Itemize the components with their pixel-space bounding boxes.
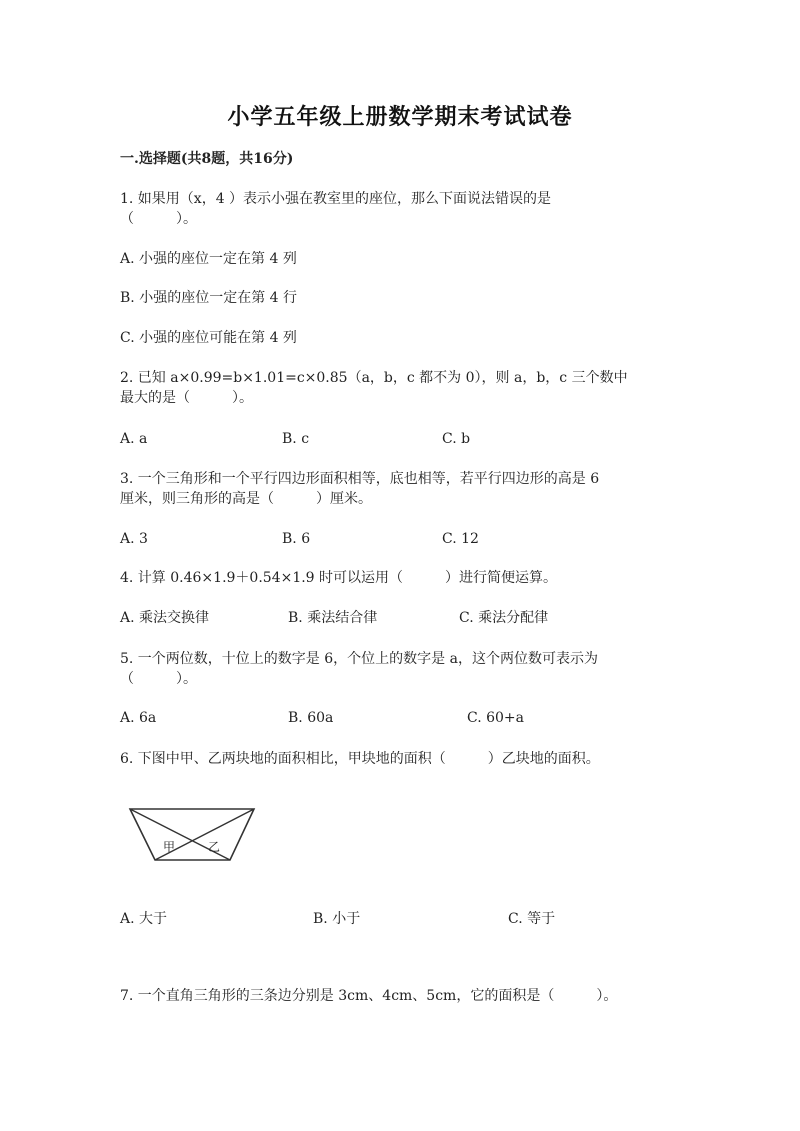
question-4-option-b: B. 乘法结合律 xyxy=(288,610,378,626)
question-3-option-b: B. 6 xyxy=(282,531,311,547)
figure-label-jia: 甲 xyxy=(163,840,176,854)
question-5-option-c: C. 60+a xyxy=(467,710,525,726)
question-2-option-b: B. c xyxy=(282,431,310,447)
question-4-line-1: 4. 计算 0.46×1.9＋0.54×1.9 时可以运用（ ）进行简便运算。 xyxy=(120,570,558,586)
question-3-option-a: A. 3 xyxy=(120,531,148,547)
question-4-option-c: C. 乘法分配律 xyxy=(459,610,549,626)
question-1-line-2: （ ）。 xyxy=(120,211,197,227)
question-6-line-1: 6. 下图中甲、乙两块地的面积相比，甲块地的面积（ ）乙块地的面积。 xyxy=(120,751,600,767)
question-2-line-2: 最大的是（ ）。 xyxy=(120,390,253,406)
question-7-line-1: 7. 一个直角三角形的三条边分别是 3cm、4cm、5cm，它的面积是（ ）。 xyxy=(120,988,618,1004)
question-1-line-1: 1. 如果用（x，4 ）表示小强在教室里的座位，那么下面说法错误的是 xyxy=(120,191,552,207)
question-6-option-c: C. 等于 xyxy=(508,911,556,927)
question-2-option-a: A. a xyxy=(120,431,148,447)
page-title: 小学五年级上册数学期末考试试卷 xyxy=(227,104,573,130)
question-3-line-1: 3. 一个三角形和一个平行四边形面积相等，底也相等，若平行四边形的高是 6 xyxy=(120,471,600,487)
question-4-option-a: A. 乘法交换律 xyxy=(120,610,210,626)
figure-background xyxy=(128,800,258,866)
question-1-option-a: A. 小强的座位一定在第 4 列 xyxy=(120,251,297,267)
figure-label-yi: 乙 xyxy=(208,840,221,854)
question-5-option-a: A. 6a xyxy=(120,710,157,726)
question-5-line-1: 5. 一个两位数，十位上的数字是 6，个位上的数字是 a，这个两位数可表示为 xyxy=(120,651,598,667)
question-6-option-b: B. 小于 xyxy=(313,911,361,927)
question-2-option-c: C. b xyxy=(442,431,471,447)
question-2-line-1: 2. 已知 a×0.99=b×1.01=c×0.85（a，b，c 都不为 0），则 a，b，c 三个数中 xyxy=(120,370,628,386)
question-5-line-2: （ ）。 xyxy=(120,671,197,687)
section-heading: 一.选择题(共8题，共16分) xyxy=(120,151,294,167)
question-1-option-c: C. 小强的座位可能在第 4 列 xyxy=(120,330,297,346)
question-6-option-a: A. 大于 xyxy=(120,911,168,927)
question-3-line-2: 厘米，则三角形的高是（ ）厘米。 xyxy=(120,491,372,507)
question-5-option-b: B. 60a xyxy=(288,710,334,726)
question-1-option-b: B. 小强的座位一定在第 4 行 xyxy=(120,290,297,306)
question-3-option-c: C. 12 xyxy=(442,531,479,547)
land-plot-figure xyxy=(128,800,258,866)
